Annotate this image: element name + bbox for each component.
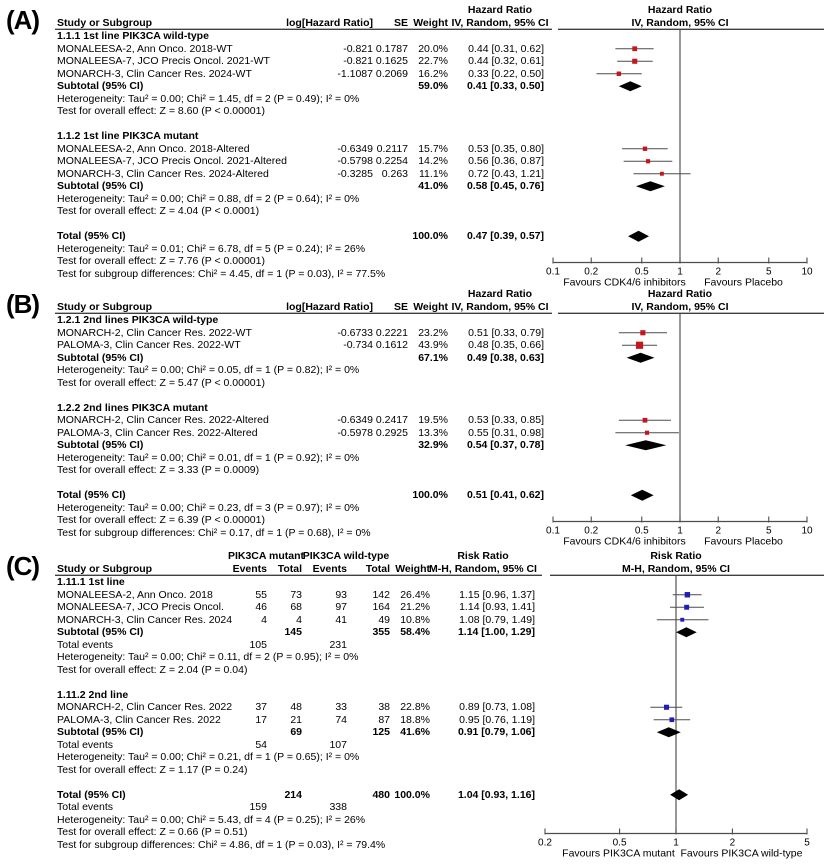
ci-estimate-text: 0.53 [0.33, 0.85] xyxy=(468,414,544,426)
analysis-note: Test for overall effect: Z = 5.47 (P < 0.00001) xyxy=(57,376,265,389)
study-stat: 10.8% xyxy=(400,613,430,626)
method-column-header: IV, Random, 95% CI xyxy=(451,300,549,313)
pooled-diamond xyxy=(627,353,655,363)
effect-marker xyxy=(632,46,637,51)
ci-estimate-text: 0.55 [0.31, 0.98] xyxy=(468,426,544,439)
analysis-note: Test for subgroup differences: Chi² = 4.45, df = 1 (P = 0.03), I² = 77.5% xyxy=(57,267,386,280)
study-stat: 73 xyxy=(290,588,302,601)
effect-marker xyxy=(645,431,649,435)
study-name: PALOMA-3, Clin Cancer Res. 2022 xyxy=(57,713,221,726)
study-stat: -0.5978 xyxy=(337,426,373,439)
ci-estimate-text: 1.14 [0.93, 1.41] xyxy=(459,601,535,613)
panel-b-label: (B) xyxy=(6,289,40,319)
study-stat: 55 xyxy=(255,588,267,601)
group-column-header: PIK3CA wild-type xyxy=(302,550,390,562)
subtotal-stat: 41.6% xyxy=(400,726,430,738)
effect-marker xyxy=(669,717,674,722)
pooled-diamond xyxy=(676,627,697,637)
ci-estimate-text: 0.48 [0.35, 0.66] xyxy=(468,339,544,351)
study-stat: 0.1625 xyxy=(375,55,408,67)
method-column-header: IV, Random, 95% CI xyxy=(451,16,549,29)
subtotal-stat: 41.0% xyxy=(418,180,448,192)
stat-column-header: Events xyxy=(232,562,267,575)
effect-marker xyxy=(685,592,690,597)
study-name: MONALEESA-7, JCO Precis Oncol. 2021-WT xyxy=(57,55,270,67)
axis-tick-label: 1 xyxy=(673,837,679,849)
study-stat: 23.2% xyxy=(418,326,448,339)
stat-column-header: Weight xyxy=(413,300,448,313)
subtotal-stat: 355 xyxy=(372,626,390,638)
stat-column-header: Total xyxy=(277,562,302,575)
total-name: Total (95% CI) xyxy=(57,230,126,242)
study-column-header: Study or Subgroup xyxy=(57,16,153,29)
study-name: MONARCH-3, Clin Cancer Res. 2024 xyxy=(57,613,233,626)
analysis-note: Heterogeneity: Tau² = 0.00; Chi² = 0.21, df = 1 (P = 0.65); I² = 0% xyxy=(57,751,360,763)
ci-estimate-text: 0.49 [0.38, 0.63] xyxy=(466,351,544,364)
analysis-note: Heterogeneity: Tau² = 0.00; Chi² = 1.45, df = 2 (P = 0.49); I² = 0% xyxy=(57,92,360,105)
subtotal-name: Subtotal (95% CI) xyxy=(57,351,144,364)
axis-tick-label: 2 xyxy=(715,525,722,537)
axis-tick-label: 0.5 xyxy=(612,837,627,849)
favours-left-label: Favours PIK3CA mutant xyxy=(562,847,675,860)
axis-tick-label: 0.1 xyxy=(546,266,560,278)
study-stat: 0.2069 xyxy=(375,67,408,80)
study-stat: 14.2% xyxy=(418,155,448,167)
axis-tick-label: 0.5 xyxy=(634,266,649,278)
subtotal-name: Subtotal (95% CI) xyxy=(57,626,144,638)
study-stat: -1.1087 xyxy=(337,67,373,80)
subgroup-heading: 1.1.2 1st line PIK3CA mutant xyxy=(57,130,199,142)
effect-measure-header-plot: Hazard Ratio xyxy=(647,4,713,16)
panel-c-risk-ratio xyxy=(0,549,824,861)
axis-tick-label: 1 xyxy=(677,266,683,278)
analysis-note: Heterogeneity: Tau² = 0.00; Chi² = 0.23, df = 3 (P = 0.97); I² = 0% xyxy=(57,501,360,514)
subtotal-name: Subtotal (95% CI) xyxy=(57,726,144,738)
stat-column-header: Total xyxy=(365,562,390,575)
study-stat: -0.6733 xyxy=(337,326,373,339)
panel-a-first-line-hazard-ratio xyxy=(0,3,824,287)
ci-estimate-text: 1.04 [0.93, 1.16] xyxy=(457,788,535,801)
study-stat: 15.7% xyxy=(418,142,448,155)
ci-estimate-text: 0.95 [0.76, 1.19] xyxy=(459,713,535,726)
study-stat: 0.2117 xyxy=(376,142,408,155)
study-stat: 20.0% xyxy=(418,42,448,55)
analysis-note: Test for overall effect: Z = 7.76 (P < 0.00001) xyxy=(57,255,265,267)
study-name: PALOMA-3, Clin Cancer Res. 2022-Altered xyxy=(57,426,258,439)
study-name: MONALEESA-7, JCO Precis Oncol. 2021-Altered xyxy=(57,155,287,167)
study-stat: 43.9% xyxy=(418,339,448,351)
effect-measure-header: Hazard Ratio xyxy=(467,288,533,300)
effect-marker xyxy=(617,72,621,76)
study-stat: 13.3% xyxy=(418,426,448,439)
axis-tick-label: 0.2 xyxy=(538,837,552,849)
ci-estimate-text: 0.51 [0.33, 0.79] xyxy=(468,326,544,339)
pooled-diamond xyxy=(636,181,665,191)
effect-marker xyxy=(646,159,650,163)
study-stat: -0.6349 xyxy=(337,142,373,155)
study-name: MONARCH-3, Clin Cancer Res. 2024-Altered xyxy=(57,167,269,180)
subtotal-stat: 59.0% xyxy=(418,80,448,92)
analysis-note: Test for subgroup differences: Chi² = 4.86, df = 1 (P = 0.03), I² = 79.4% xyxy=(57,838,386,851)
study-name: PALOMA-3, Clin Cancer Res. 2022-WT xyxy=(57,339,241,351)
study-stat: 11.1% xyxy=(419,167,448,180)
subtotal-stat: 67.1% xyxy=(418,351,448,364)
axis-tick-label: 0.5 xyxy=(634,525,649,537)
method-column-header-plot: M-H, Random, 95% CI xyxy=(622,562,730,575)
events-stat: 54 xyxy=(255,738,267,751)
subtotal-stat: 125 xyxy=(372,726,390,738)
effect-marker xyxy=(640,330,645,335)
pooled-diamond xyxy=(628,231,649,242)
study-stat: 21.2% xyxy=(400,601,430,613)
analysis-note: Heterogeneity: Tau² = 0.00; Chi² = 5.43, df = 4 (P = 0.25); I² = 26% xyxy=(57,813,366,826)
study-name: MONALEESA-2, Ann Onco. 2018 xyxy=(57,588,213,601)
study-name: MONARCH-2, Clin Cancer Res. 2022-WT xyxy=(57,326,252,339)
subgroup-heading: 1.2.1 2nd lines PIK3CA wild-type xyxy=(57,314,219,326)
effect-marker xyxy=(632,59,637,64)
subtotal-name: Subtotal (95% CI) xyxy=(57,80,144,92)
analysis-note: Test for overall effect: Z = 1.17 (P = 0.24) xyxy=(57,763,248,776)
study-stat: 33 xyxy=(335,701,347,713)
events-stat: 338 xyxy=(329,801,347,813)
method-column-header: M-H, Random, 95% CI xyxy=(429,562,537,575)
study-stat: -0.821 xyxy=(343,42,373,55)
study-stat: 16.2% xyxy=(418,67,448,80)
study-stat: 0.1612 xyxy=(375,339,408,351)
analysis-note: Test for overall effect: Z = 3.33 (P = 0.0009) xyxy=(57,464,260,476)
total-name: Total (95% CI) xyxy=(57,788,126,801)
study-stat: 46 xyxy=(255,601,267,613)
axis-tick-label: 0.2 xyxy=(584,266,599,278)
ci-estimate-text: 0.51 [0.41, 0.62] xyxy=(466,489,544,501)
stat-column-header: Weight xyxy=(413,16,448,29)
stat-column-header: log[Hazard Ratio] xyxy=(286,300,373,313)
study-stat: 74 xyxy=(335,713,347,726)
effect-marker xyxy=(643,147,647,151)
ci-estimate-text: 0.91 [0.79, 1.06] xyxy=(457,726,535,738)
total-name: Total (95% CI) xyxy=(57,489,126,501)
ci-estimate-text: 1.08 [0.79, 1.49] xyxy=(459,613,535,626)
study-stat: 4 xyxy=(296,613,302,626)
method-column-header-plot: IV, Random, 95% CI xyxy=(631,16,729,29)
effect-marker xyxy=(680,618,684,622)
study-column-header: Study or Subgroup xyxy=(57,562,153,575)
study-stat: 19.5% xyxy=(418,414,448,426)
stat-column-header: SE xyxy=(393,16,408,29)
stat-column-header: SE xyxy=(393,300,408,313)
subgroup-heading: 1.11.2 2nd line xyxy=(57,688,129,701)
study-name: MONARCH-3, Clin Cancer Res. 2024-WT xyxy=(57,67,252,80)
study-stat: 18.8% xyxy=(400,713,430,726)
ci-estimate-text: 0.56 [0.36, 0.87] xyxy=(468,155,544,167)
effect-marker xyxy=(664,705,669,710)
group-column-header: PIK3CA mutant xyxy=(227,550,305,562)
effect-marker xyxy=(643,418,648,423)
events-name: Total events xyxy=(57,801,114,813)
analysis-note: Test for overall effect: Z = 4.04 (P < 0.0001) xyxy=(57,205,260,217)
events-stat: 105 xyxy=(249,638,267,651)
study-stat: -0.6349 xyxy=(337,414,373,426)
stat-column-header: Weight xyxy=(395,562,430,575)
study-stat: 38 xyxy=(378,701,390,713)
effect-measure-header: Risk Ratio xyxy=(457,550,509,562)
study-name: MONARCH-2, Clin Cancer Res. 2022-Altered xyxy=(57,414,269,426)
ci-estimate-text: 0.33 [0.22, 0.50] xyxy=(468,67,544,80)
study-stat: 41 xyxy=(335,613,347,626)
pooled-diamond xyxy=(657,727,681,737)
study-stat: 68 xyxy=(290,601,302,613)
analysis-note: Heterogeneity: Tau² = 0.01; Chi² = 6.78, df = 5 (P = 0.24); I² = 26% xyxy=(57,242,366,255)
events-name: Total events xyxy=(57,638,114,651)
study-stat: 97 xyxy=(335,601,347,613)
favours-left-label: Favours CDK4/6 inhibitors xyxy=(563,535,686,548)
total-stat: 214 xyxy=(284,788,302,801)
study-stat: 37 xyxy=(255,701,267,713)
study-name: MONARCH-2, Clin Cancer Res. 2022 xyxy=(57,701,233,713)
stat-column-header: log[Hazard Ratio] xyxy=(286,16,373,29)
analysis-note: Heterogeneity: Tau² = 0.00; Chi² = 0.05, df = 1 (P = 0.82); I² = 0% xyxy=(57,364,360,376)
method-column-header-plot: IV, Random, 95% CI xyxy=(631,300,729,313)
axis-tick-label: 10 xyxy=(801,525,813,537)
axis-tick-label: 0.1 xyxy=(546,525,560,537)
events-stat: 231 xyxy=(329,638,347,651)
analysis-note: Heterogeneity: Tau² = 0.00; Chi² = 0.11, df = 2 (P = 0.95); I² = 0% xyxy=(57,651,359,663)
ci-estimate-text: 0.41 [0.33, 0.50] xyxy=(466,80,544,92)
ci-estimate-text: 0.53 [0.35, 0.80] xyxy=(468,142,544,155)
analysis-note: Test for overall effect: Z = 6.39 (P < 0.00001) xyxy=(57,514,265,526)
pooled-diamond xyxy=(631,490,654,501)
stat-column-header: Events xyxy=(312,562,347,575)
total-stat: 100.0% xyxy=(394,788,430,801)
axis-tick-label: 10 xyxy=(801,266,813,278)
pooled-diamond xyxy=(670,789,688,800)
events-name: Total events xyxy=(57,738,114,751)
study-stat: 0.2221 xyxy=(375,326,408,339)
study-stat: 48 xyxy=(290,701,302,713)
favours-right-label: Favours Placebo xyxy=(704,535,783,548)
pooled-diamond xyxy=(625,440,666,450)
study-stat: 164 xyxy=(372,601,390,613)
effect-marker xyxy=(636,342,643,349)
axis-tick-label: 1 xyxy=(677,525,683,537)
study-name: MONALEESA-2, Ann Onco. 2018-WT xyxy=(57,42,233,55)
ci-estimate-text: 0.89 [0.73, 1.08] xyxy=(459,701,535,713)
study-name: MONALEESA-2, Ann Onco. 2018-Altered xyxy=(57,142,250,155)
analysis-note: Heterogeneity: Tau² = 0.00; Chi² = 0.01, df = 1 (P = 0.92); I² = 0% xyxy=(57,451,360,464)
subgroup-heading: 1.1.1 1st line PIK3CA wild-type xyxy=(57,30,209,42)
subtotal-stat: 32.9% xyxy=(418,439,448,451)
subtotal-name: Subtotal (95% CI) xyxy=(57,439,144,451)
subtotal-name: Subtotal (95% CI) xyxy=(57,180,144,192)
study-stat: 93 xyxy=(335,588,347,601)
axis-tick-label: 5 xyxy=(804,837,810,849)
study-stat: 26.4% xyxy=(400,588,430,601)
effect-measure-header: Hazard Ratio xyxy=(467,4,533,16)
study-stat: 0.1787 xyxy=(375,42,408,55)
study-stat: 4 xyxy=(261,613,267,626)
axis-tick-label: 5 xyxy=(765,525,772,537)
study-stat: 0.2925 xyxy=(375,426,408,439)
study-stat: 142 xyxy=(372,588,390,601)
study-stat: 22.7% xyxy=(418,55,448,67)
study-stat: 0.2417 xyxy=(375,414,408,426)
effect-measure-header-plot: Hazard Ratio xyxy=(647,288,713,300)
subtotal-stat: 69 xyxy=(290,726,302,738)
study-name: MONALEESA-7, JCO Precis Oncol. xyxy=(57,601,224,613)
effect-marker xyxy=(684,605,689,610)
axis-tick-label: 2 xyxy=(715,266,722,278)
subtotal-stat: 145 xyxy=(284,626,302,638)
subgroup-heading: 1.2.2 2nd lines PIK3CA mutant xyxy=(57,401,208,414)
subgroup-heading: 1.11.1 1st line xyxy=(57,576,125,588)
ci-estimate-text: 1.14 [1.00, 1.29] xyxy=(457,626,535,638)
effect-measure-header-plot: Risk Ratio xyxy=(650,550,702,562)
analysis-note: Test for overall effect: Z = 2.04 (P = 0.04) xyxy=(57,663,248,676)
study-column-header: Study or Subgroup xyxy=(57,300,153,313)
study-stat: -0.821 xyxy=(343,55,373,67)
ci-estimate-text: 1.15 [0.96, 1.37] xyxy=(459,588,535,601)
events-stat: 159 xyxy=(249,801,267,813)
subtotal-stat: 58.4% xyxy=(400,626,430,638)
analysis-note: Test for overall effect: Z = 0.66 (P = 0.51) xyxy=(57,826,248,838)
favours-left-label: Favours CDK4/6 inhibitors xyxy=(563,276,686,287)
study-stat: -0.5798 xyxy=(337,155,373,167)
study-stat: 21 xyxy=(290,713,302,726)
study-stat: 17 xyxy=(255,713,267,726)
total-stat: 480 xyxy=(372,788,390,801)
favours-right-label: Favours PIK3CA wild-type xyxy=(680,847,803,860)
axis-tick-label: 0.2 xyxy=(584,525,599,537)
axis-tick-label: 2 xyxy=(729,837,736,849)
study-stat: 0.2254 xyxy=(375,155,408,167)
ci-estimate-text: 0.44 [0.32, 0.61] xyxy=(468,55,544,67)
ci-estimate-text: 0.44 [0.31, 0.62] xyxy=(468,42,544,55)
study-stat: -0.734 xyxy=(343,339,373,351)
events-stat: 107 xyxy=(329,738,347,751)
panel-c-label: (C) xyxy=(6,551,40,581)
ci-estimate-text: 0.72 [0.43, 1.21] xyxy=(468,167,544,180)
panel-a-label: (A) xyxy=(6,5,40,35)
pooled-diamond xyxy=(619,81,642,91)
ci-estimate-text: 0.58 [0.45, 0.76] xyxy=(466,180,544,192)
analysis-note: Test for subgroup differences: Chi² = 0.17, df = 1 (P = 0.68), I² = 0% xyxy=(57,526,371,539)
analysis-note: Test for overall effect: Z = 8.60 (P < 0.00001) xyxy=(57,105,265,117)
ci-estimate-text: 0.47 [0.39, 0.57] xyxy=(466,230,544,242)
axis-tick-label: 5 xyxy=(765,266,772,278)
total-stat: 100.0% xyxy=(412,489,448,501)
study-stat: 87 xyxy=(378,713,390,726)
total-stat: 100.0% xyxy=(412,230,448,242)
ci-estimate-text: 0.54 [0.37, 0.78] xyxy=(466,439,544,451)
study-stat: 49 xyxy=(378,613,390,626)
panel-b-second-line-hazard-ratio xyxy=(0,287,824,549)
analysis-note: Heterogeneity: Tau² = 0.00; Chi² = 0.88, df = 2 (P = 0.64); I² = 0% xyxy=(57,192,360,205)
study-stat: 22.8% xyxy=(400,701,430,713)
study-stat: 0.263 xyxy=(381,167,408,180)
study-stat: -0.3285 xyxy=(337,167,373,180)
favours-right-label: Favours Placebo xyxy=(704,276,783,287)
effect-marker xyxy=(660,172,664,176)
